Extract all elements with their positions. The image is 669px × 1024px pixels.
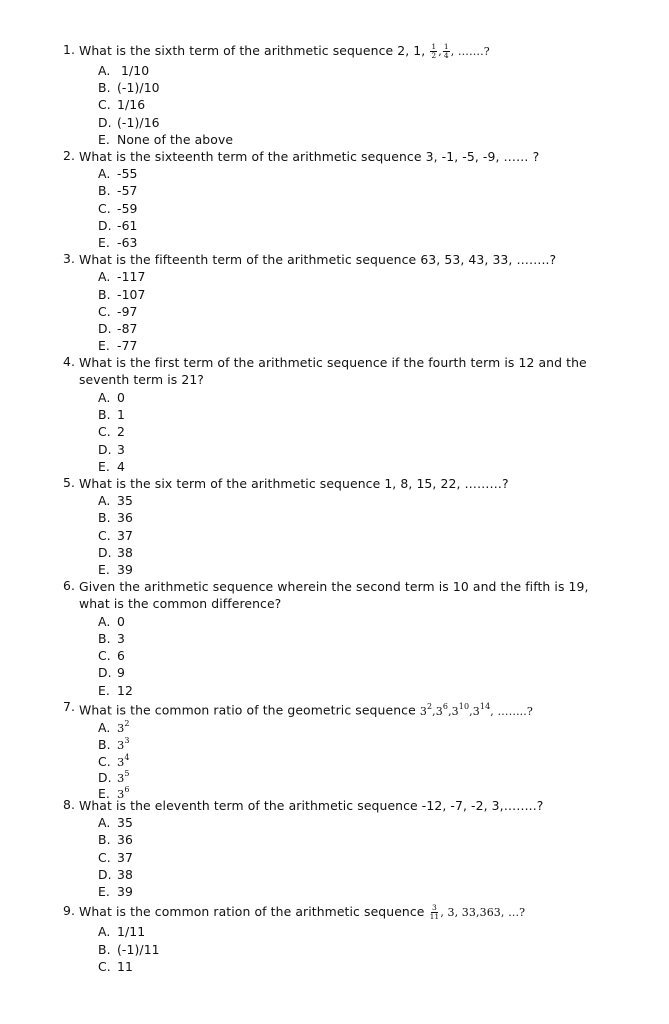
option: B. (-1)/10 bbox=[98, 80, 160, 95]
option: B. 3 bbox=[98, 631, 125, 646]
option: A. 1/10 bbox=[98, 63, 150, 78]
question-number: 9. bbox=[62, 903, 75, 918]
fraction: $\frac{3}{11}$ bbox=[429, 903, 440, 921]
question-text: What is the sixth term of the arithmetic sequence 2, 1, $\frac{1}{2}$ , $\frac{1}{4}$ , …….? bbox=[79, 42, 490, 60]
question-5 bbox=[0, 475, 619, 492]
option: D. -87 bbox=[98, 321, 138, 336]
question-4 bbox=[0, 354, 619, 389]
option: D. $3^5$ bbox=[98, 769, 130, 785]
question-2 bbox=[0, 148, 619, 165]
option: A. 35 bbox=[98, 815, 133, 830]
option: D. 3 bbox=[98, 442, 125, 457]
option: B. 1 bbox=[98, 407, 125, 422]
option: C. $3^4$ bbox=[98, 753, 130, 769]
option: D. 38 bbox=[98, 545, 133, 560]
option: A. $3^2$ bbox=[98, 719, 130, 735]
option: B. $3^3$ bbox=[98, 736, 130, 752]
option: A. 1/11 bbox=[98, 924, 146, 939]
option: E. 12 bbox=[98, 683, 133, 698]
fraction: $\frac{1}{4}$ bbox=[443, 42, 449, 60]
option: B. -57 bbox=[98, 183, 138, 198]
option: A. 0 bbox=[98, 390, 125, 405]
question-9 bbox=[0, 903, 619, 921]
question-text: What is the fifteenth term of the arithmetic sequence 63, 53, 43, 33, ……..? bbox=[79, 252, 557, 267]
question-text: What is the first term of the arithmetic sequence if the fourth term is 12 and the seventh term is 21? bbox=[79, 355, 587, 388]
option: C. 6 bbox=[98, 648, 125, 663]
question-number: 1. bbox=[62, 42, 75, 57]
question-number: 4. bbox=[62, 354, 75, 369]
option: E. 39 bbox=[98, 884, 133, 899]
option: C. -59 bbox=[98, 201, 138, 216]
option: D. (-1)/16 bbox=[98, 115, 160, 130]
option: B. -107 bbox=[98, 287, 146, 302]
option: D. -61 bbox=[98, 218, 138, 233]
option: C. 11 bbox=[98, 959, 133, 974]
option: C. 1/16 bbox=[98, 97, 146, 112]
question-text: Given the arithmetic sequence wherein the second term is 10 and the fifth is 19, what is the common difference? bbox=[79, 579, 589, 612]
question-text: What is the six term of the arithmetic sequence 1, 8, 15, 22, ………? bbox=[79, 476, 509, 491]
question-text: What is the sixteenth term of the arithmetic sequence 3, -1, -5, -9, …… ? bbox=[79, 149, 540, 164]
option: E. $3^6$ bbox=[98, 785, 130, 801]
option: D. 38 bbox=[98, 867, 133, 882]
option: B. (-1)/11 bbox=[98, 942, 160, 957]
question-number: 7. bbox=[62, 699, 75, 714]
question-text: What is the common ratio of the geometric sequence $3^2,3^6,3^{10},3^{14}$, ……..? bbox=[79, 702, 533, 718]
option: A. -55 bbox=[98, 166, 138, 181]
question-8 bbox=[0, 797, 619, 814]
option: E. -63 bbox=[98, 235, 138, 250]
option: B. 36 bbox=[98, 510, 133, 525]
question-6 bbox=[0, 578, 619, 613]
option: A. -117 bbox=[98, 269, 146, 284]
question-text: What is the common ration of the arithmetic sequence $\frac{3}{11}$ , 3, 33,363, …? bbox=[79, 903, 526, 921]
option: A. 0 bbox=[98, 614, 125, 629]
option: E. -77 bbox=[98, 338, 138, 353]
fraction: $\frac{1}{2}$ bbox=[431, 42, 437, 60]
question-number: 5. bbox=[62, 475, 75, 490]
option: E. 4 bbox=[98, 459, 125, 474]
question-number: 6. bbox=[62, 578, 75, 593]
option: E. 39 bbox=[98, 562, 133, 577]
question-number: 8. bbox=[62, 797, 75, 812]
option: D. 9 bbox=[98, 665, 125, 680]
option: C. 2 bbox=[98, 424, 125, 439]
option: C. 37 bbox=[98, 528, 133, 543]
question-7 bbox=[0, 699, 619, 720]
option: E. None of the above bbox=[98, 132, 234, 147]
question-1 bbox=[0, 42, 619, 60]
question-number: 3. bbox=[62, 251, 75, 266]
question-text: What is the eleventh term of the arithmetic sequence -12, -7, -2, 3,……..? bbox=[79, 798, 544, 813]
option: A. 35 bbox=[98, 493, 133, 508]
option: C. 37 bbox=[98, 850, 133, 865]
question-3 bbox=[0, 251, 619, 268]
option: C. -97 bbox=[98, 304, 138, 319]
question-number: 2. bbox=[62, 148, 75, 163]
option: B. 36 bbox=[98, 832, 133, 847]
